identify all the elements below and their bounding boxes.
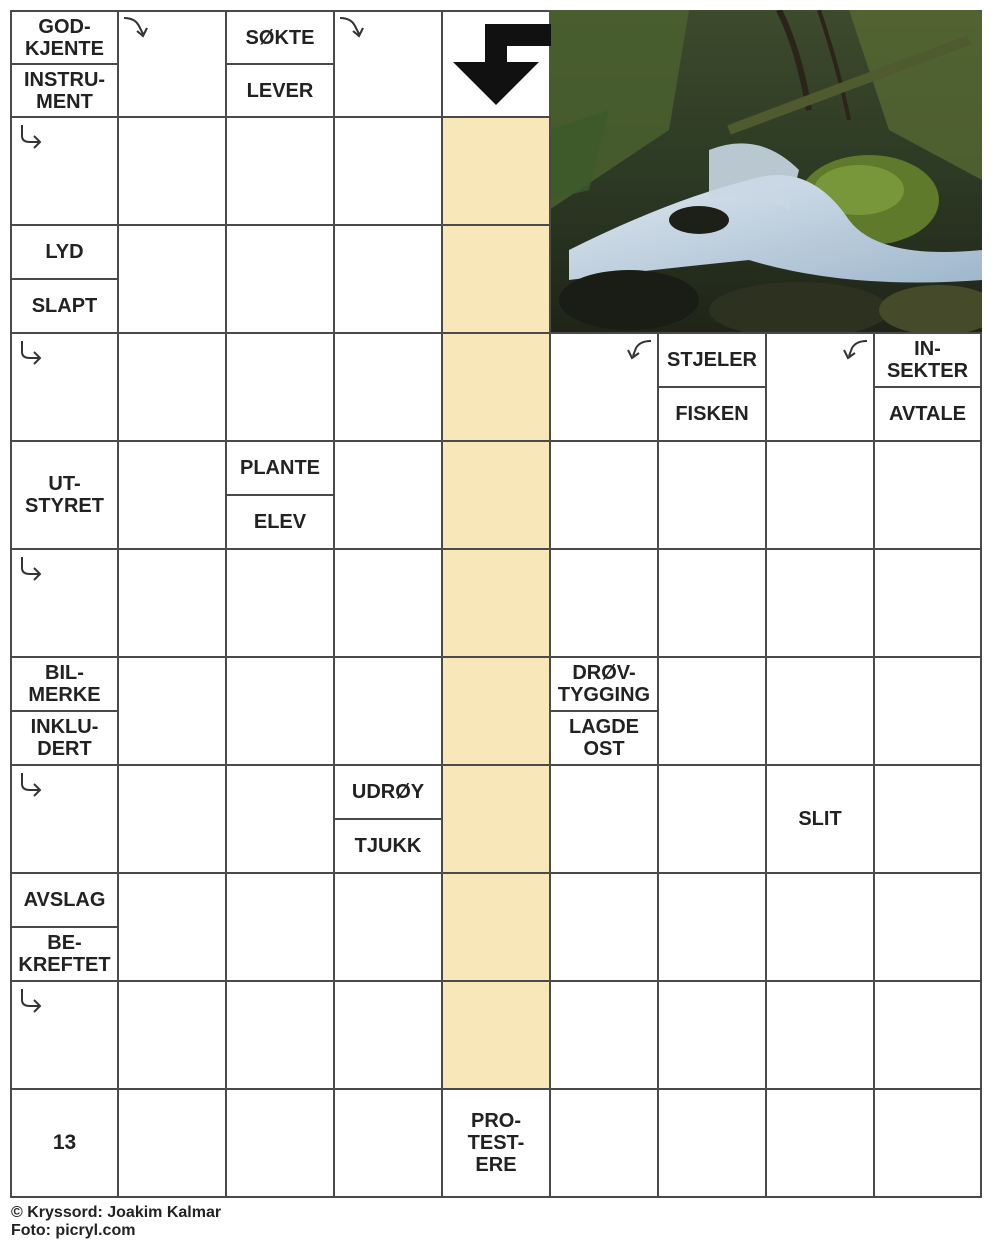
grid-cell[interactable]: [225, 332, 335, 442]
grid-cell[interactable]: [333, 872, 443, 982]
grid-cell[interactable]: [225, 116, 335, 226]
arrow-down-right-icon: [16, 338, 46, 368]
clue-sokte: SØKTE: [225, 10, 335, 65]
clue-slit: SLIT: [765, 764, 875, 874]
arrow-down-right-icon: [16, 122, 46, 152]
clue-lyd: LYD: [10, 224, 119, 280]
grid-cell[interactable]: [117, 1088, 227, 1198]
grid-cell[interactable]: [873, 872, 982, 982]
grid-cell[interactable]: [657, 764, 767, 874]
grid-cell[interactable]: [225, 224, 335, 334]
highlighted-cell[interactable]: [441, 656, 551, 766]
credits: [11, 1204, 221, 1240]
grid-cell[interactable]: [117, 116, 227, 226]
grid-cell[interactable]: [333, 440, 443, 550]
grid-cell[interactable]: [549, 548, 659, 658]
clue-drovtygging: DRØV- TYGGING: [549, 656, 659, 712]
arrow-down-right-icon: [16, 770, 46, 800]
clue-bekreftet: BE- KREFTET: [10, 926, 119, 982]
grid-cell[interactable]: [657, 872, 767, 982]
grid-cell[interactable]: [549, 872, 659, 982]
grid-cell[interactable]: [657, 656, 767, 766]
grid-cell[interactable]: [873, 764, 982, 874]
grid-cell[interactable]: [117, 980, 227, 1090]
highlighted-cell[interactable]: [441, 440, 551, 550]
grid-cell[interactable]: [765, 656, 875, 766]
grid-cell[interactable]: [117, 764, 227, 874]
highlighted-cell[interactable]: [441, 980, 551, 1090]
grid-cell[interactable]: [225, 872, 335, 982]
grid-cell[interactable]: [333, 116, 443, 226]
highlighted-cell[interactable]: [441, 116, 551, 226]
clue-stjeler: STJELER: [657, 332, 767, 388]
clue-lever: LEVER: [225, 63, 335, 118]
clue-tjukk: TJUKK: [333, 818, 443, 874]
grid-cell[interactable]: [117, 872, 227, 982]
grid-cell[interactable]: [765, 440, 875, 550]
clue-avslag: AVSLAG: [10, 872, 119, 928]
big-arrow-down-icon: [441, 10, 551, 118]
photo-illustration: [549, 10, 982, 334]
grid-cell[interactable]: [657, 1088, 767, 1198]
grid-cell[interactable]: [117, 224, 227, 334]
arrow-right-down-icon: [121, 14, 153, 40]
grid-cell[interactable]: [765, 872, 875, 982]
clue-fisken: FISKEN: [657, 386, 767, 442]
grid-cell[interactable]: [873, 980, 982, 1090]
clue-13: 13: [10, 1088, 119, 1198]
grid-cell[interactable]: [657, 440, 767, 550]
grid-cell[interactable]: [549, 764, 659, 874]
grid-cell[interactable]: [225, 548, 335, 658]
grid-cell[interactable]: [657, 548, 767, 658]
clue-avtale: AVTALE: [873, 386, 982, 442]
highlighted-cell[interactable]: [441, 224, 551, 334]
clue-bilmerke: BIL- MERKE: [10, 656, 119, 712]
grid-cell[interactable]: [333, 656, 443, 766]
highlighted-cell[interactable]: [441, 872, 551, 982]
waterfall-stream-photo: [549, 10, 982, 334]
grid-cell[interactable]: [333, 980, 443, 1090]
grid-cell[interactable]: [873, 440, 982, 550]
clue-elev: ELEV: [225, 494, 335, 550]
crossword-board: [10, 10, 982, 1198]
grid-cell[interactable]: [765, 1088, 875, 1198]
grid-cell[interactable]: [225, 764, 335, 874]
grid-cell[interactable]: [873, 548, 982, 658]
clue-lagde-ost: LAGDE OST: [549, 710, 659, 766]
grid-cell[interactable]: [873, 656, 982, 766]
grid-cell[interactable]: [117, 332, 227, 442]
clue-protestere: PRO- TEST- ERE: [441, 1088, 551, 1198]
grid-cell[interactable]: [873, 1088, 982, 1198]
grid-cell[interactable]: [117, 440, 227, 550]
grid-cell[interactable]: [549, 980, 659, 1090]
grid-cell[interactable]: [225, 656, 335, 766]
arrow-left-down-icon: [838, 336, 870, 362]
arrow-down-right-icon: [16, 986, 46, 1016]
grid-cell[interactable]: [333, 1088, 443, 1198]
clue-utstyret: UT- STYRET: [10, 440, 119, 550]
arrow-down-right-icon: [16, 554, 46, 584]
clue-godkjente: GOD- KJENTE: [10, 10, 119, 65]
crossword-credit: © Kryssord: Joakim Kalmar: [11, 1204, 222, 1221]
clue-inkludert: INKLU- DERT: [10, 710, 119, 766]
clue-udroy: UDRØY: [333, 764, 443, 820]
grid-cell[interactable]: [117, 548, 227, 658]
grid-cell[interactable]: [333, 548, 443, 658]
grid-cell[interactable]: [225, 980, 335, 1090]
grid-cell[interactable]: [333, 224, 443, 334]
grid-cell[interactable]: [225, 1088, 335, 1198]
grid-cell[interactable]: [549, 440, 659, 550]
grid-cell[interactable]: [657, 980, 767, 1090]
clue-plante: PLANTE: [225, 440, 335, 496]
clue-insekter: IN- SEKTER: [873, 332, 982, 388]
grid-cell[interactable]: [549, 1088, 659, 1198]
clue-instrument: INSTRU- MENT: [10, 63, 119, 118]
arrow-left-down-icon: [622, 336, 654, 362]
highlighted-cell[interactable]: [441, 764, 551, 874]
highlighted-cell[interactable]: [441, 332, 551, 442]
clue-slapt: SLAPT: [10, 278, 119, 334]
grid-cell[interactable]: [117, 656, 227, 766]
arrow-right-down-icon: [337, 14, 369, 40]
highlighted-cell[interactable]: [441, 548, 551, 658]
grid-cell[interactable]: [765, 548, 875, 658]
grid-cell[interactable]: [333, 332, 443, 442]
grid-cell[interactable]: [765, 980, 875, 1090]
photo-credit: Foto: picryl.com: [11, 1222, 136, 1239]
